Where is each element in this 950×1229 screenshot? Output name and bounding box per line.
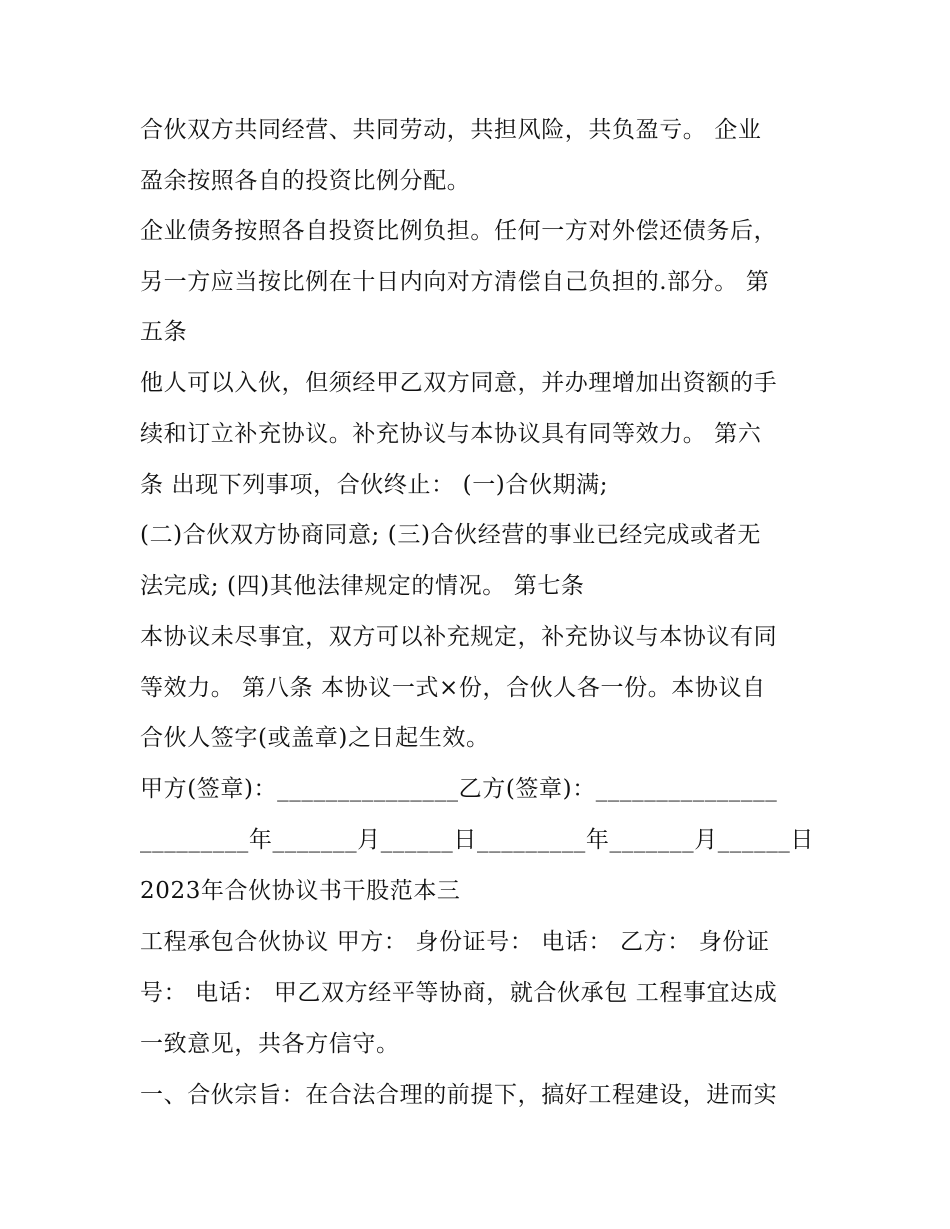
date-line: _________年_______月______日_________年_______月______日 <box>140 827 814 853</box>
signature-line: 甲方(签章)：_______________乙方(签章)：_______________ <box>140 776 778 802</box>
text-line: 五条 <box>140 319 188 345</box>
text-line: 另一方应当按比例在十日内向对方清偿自己负担的.部分。 第 <box>140 269 770 295</box>
text-line: 合伙人签字(或盖章)之日起生效。 <box>140 725 490 751</box>
text-line: 合伙双方共同经营、共同劳动，共担风险，共负盈亏。 企业 <box>140 117 762 143</box>
text-line: 等效力。 第八条 本协议一式×份，合伙人各一份。本协议自 <box>140 675 766 701</box>
text-line: 企业债务按照各自投资比例负担。任何一方对外偿还债务后， <box>140 218 778 244</box>
text-line: 法完成; (四)其他法律规定的情况。 第七条 <box>140 573 585 599</box>
text-line: 一致意见，共各方信守。 <box>140 1031 400 1057</box>
text-line: 续和订立补充协议。补充协议与本协议具有同等效力。 第六 <box>140 421 762 447</box>
text-line: 一、合伙宗旨：在合法合理的前提下，搞好工程建设，进而实 <box>140 1082 778 1108</box>
text-line: 工程承包合伙协议 甲方： 身份证号： 电话： 乙方： 身份证 <box>140 929 770 955</box>
text-line: 盈余按照各自的投资比例分配。 <box>140 168 471 194</box>
text-line: (二)合伙双方协商同意; (三)合伙经营的事业已经完成或者无 <box>140 522 761 548</box>
text-line: 号： 电话： 甲乙双方经平等协商，就合伙承包 工程事宜达成 <box>140 980 778 1006</box>
section-title: 2023年合伙协议书干股范本三 <box>140 878 461 904</box>
text-line: 条 出现下列事项，合伙终止： (一)合伙期满; <box>140 472 609 498</box>
text-line: 本协议未尽事宜，双方可以补充规定，补充协议与本协议有同 <box>140 624 778 650</box>
text-line: 他人可以入伙，但须经甲乙双方同意，并办理增加出资额的手 <box>140 370 778 396</box>
